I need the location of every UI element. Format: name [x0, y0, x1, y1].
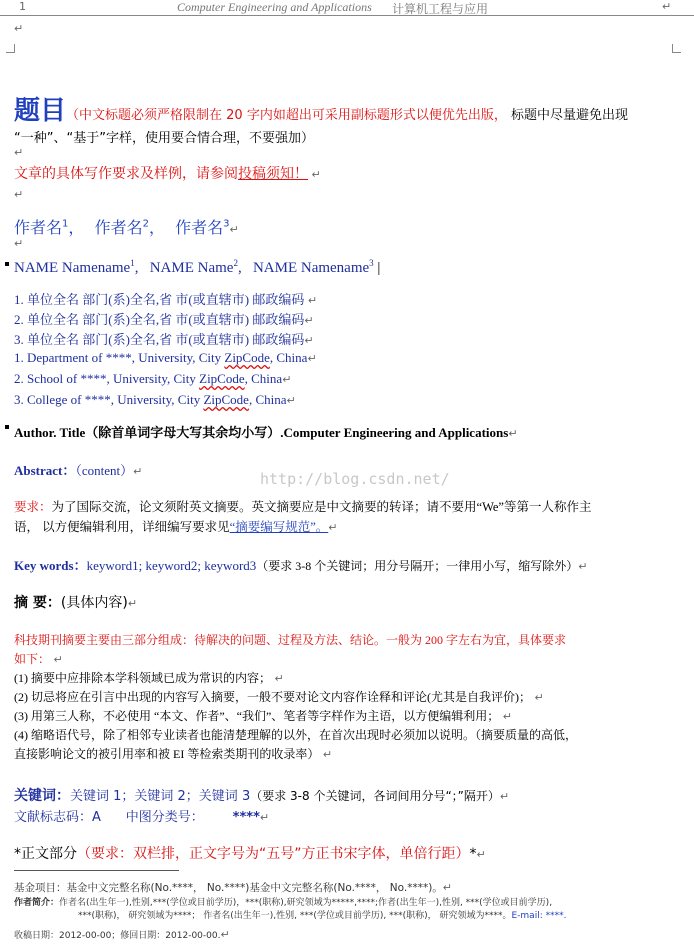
abstract-req-item-1: (1) 摘要中应排除本学科领域已成为常识的内容； ↵: [14, 671, 284, 685]
author-bio: [14, 897, 566, 923]
author-cn-3-sup: 3: [223, 218, 230, 230]
abstract-requirements: [14, 631, 577, 764]
dates-text: 收稿日期：2012-00-00；修回日期：2012-00-00.: [14, 931, 221, 941]
keywords-en-note: （要求 3-8 个关键词；用分号隔开；一律用小写，缩写除外）: [256, 559, 579, 573]
paragraph-mark-icon: ↵: [14, 146, 24, 159]
margin-corner-mark: [672, 44, 681, 53]
page-number: 1: [19, 0, 26, 13]
abstract-req-line1: 科技期刊摘要主要由三部分组成：待解决的问题、过程及方法、结论。一般为 200 字左右为宜，具体要求: [14, 633, 567, 647]
author-en-2-sup: 2: [233, 258, 238, 268]
abstract-cn: 摘 要：(具体内容)↵: [14, 595, 138, 611]
author-cn-1-sup: 1: [62, 218, 69, 230]
zipcode-text: ZipCode: [224, 350, 270, 365]
journal-name-en: Computer Engineering and Applications: [177, 0, 372, 14]
citation-line: Author. Title（除首单词字母大写其余均小写）.Computer Engineering and Applications↵: [14, 425, 518, 440]
clc-value: ****: [232, 810, 260, 825]
citation-pre: Author. Title（除首单词字母大写其余均小写）: [14, 425, 281, 440]
dates-note: 收稿日期：2012-00-00；修回日期：2012-00-00.↵: [14, 928, 230, 941]
doc-code-label: 文献标志码：: [14, 810, 93, 825]
writing-requirement-text: 文章的具体写作要求及样例，请参阅: [14, 166, 238, 182]
affiliations-en: [14, 348, 317, 411]
author-en-1-sup: 1: [130, 258, 135, 268]
abstract-en-value: （content）: [75, 463, 134, 478]
abstract-req-line2: 如下： ↵: [14, 652, 63, 666]
clc-label: 中图分类号：: [125, 810, 204, 825]
body-section-star: *: [469, 846, 477, 862]
keywords-cn-note: （要求 3-8 个关键词，各词间用分号“；”隔开）: [250, 789, 500, 803]
doc-code-value: A: [92, 810, 101, 825]
affiliation-cn-3: 3. 单位全名 部门(系)全名,省 市(或直辖市) 邮政编码↵: [14, 332, 314, 347]
author-cn-2: 作者名: [94, 218, 143, 237]
body-section-note: （要求：双栏排，正文字号为“五号”方正书宋字体，单倍行距）: [77, 846, 470, 862]
requirement-label: 要求：: [14, 499, 52, 514]
header-rule: [0, 15, 694, 16]
keywords-cn-value: 关键词 1；关键词 2；关键词 3: [70, 789, 251, 804]
abstract-req-item-5: 直接影响论文的被引用率和被 EI 等检索类期刊的收录率） ↵: [14, 747, 333, 761]
submission-guide-link[interactable]: 投稿须知！: [238, 166, 308, 182]
abstract-en-label: Abstract：: [14, 463, 76, 478]
fund-note: 基金项目：基金中文完整名称(No.****， No.****)基金中文完整名称(No.****， No.****)。↵: [14, 881, 453, 894]
abstract-req-item-2: (2) 切忌将应在引言中出现的内容写入摘要，一般不要对论文内容作诠释和评论(尤其是自我评价)； ↵: [14, 690, 544, 704]
paragraph-mark-icon: ↵: [14, 22, 24, 35]
blog-watermark: http://blog.csdn.net/: [260, 470, 450, 488]
title-main: 题目: [14, 96, 67, 126]
citation-post: .Computer Engineering and Applications: [280, 425, 509, 440]
zipcode-text: ZipCode: [199, 371, 245, 386]
abstract-cn-label: 摘 要：: [14, 595, 61, 611]
author-en-1: NAME Namename: [14, 260, 131, 276]
keywords-cn-label: 关键词：: [14, 788, 70, 804]
keywords-cn: 关键词：关键词 1；关键词 2；关键词 3（要求 3-8 个关键词，各词间用分号“；”隔开）↵: [14, 788, 510, 804]
body-section-label: *正文部分: [14, 846, 77, 862]
abstract-en: Abstract：（content）↵: [14, 463, 143, 478]
affiliation-cn-2: 2. 单位全名 部门(系)全名,省 市(或直辖市) 邮政编码↵: [14, 312, 314, 327]
writing-requirement: 文章的具体写作要求及样例，请参阅投稿须知！ ↵: [14, 166, 321, 182]
zipcode-text: ZipCode: [203, 392, 249, 407]
keywords-en: Key words：keyword1; keyword2; keyword3（要求 3-8 个关键词；用分号隔开；一律用小写，缩写除外）↵: [14, 558, 588, 573]
affiliation-en-2: 2. School of ****, University, City ZipCode, China↵: [14, 371, 292, 386]
author-en-3-sup: 3: [369, 258, 374, 268]
requirement-line1: 为了国际交流，论文须附英文摘要。英文摘要应是中文摘要的转译；请不要用“We”等第一人称作主: [51, 500, 592, 514]
author-bio-label: 作者简介：: [14, 898, 60, 908]
author-en-2: NAME Name: [149, 260, 234, 276]
paragraph-mark-icon: ↵: [14, 188, 24, 201]
doc-code-line: 文献标志码：A 中图分类号： ****↵: [14, 810, 270, 825]
footnote-separator: [14, 870, 179, 871]
affiliations-cn: [14, 290, 317, 350]
affiliation-en-3: 3. College of ****, University, City ZipCode, China↵: [14, 392, 296, 407]
author-email: E-mail: ****.: [511, 911, 567, 921]
margin-corner-mark: [6, 44, 15, 53]
affiliation-en-1: 1. Department of ****, University, City ZipCode, China↵: [14, 350, 317, 365]
fund-text: 基金项目：基金中文完整名称(No.****， No.****)基金中文完整名称(No.****， No.****)。: [14, 882, 443, 894]
author-en-3: NAME Namename: [252, 260, 370, 276]
paragraph-bullet: [5, 262, 9, 266]
author-bio-line2: ***(职称)， 研究领域为****； 作者名(出生年一),性别, ***(学位或目前学历), ***(职称)， 研究领域为****。: [78, 911, 512, 921]
author-cn-3: 作者名: [175, 218, 224, 237]
affiliation-cn-1: 1. 单位全名 部门(系)全名,省 市(或直辖市) 邮政编码 ↵: [14, 292, 318, 307]
journal-name-cn: 计算机工程与应用: [392, 2, 489, 16]
abstract-guide-link[interactable]: “摘要编写规范”。: [229, 520, 329, 534]
keywords-en-label: Key words：: [14, 558, 87, 573]
abstract-req-item-4: (4) 缩略语代号，除了相邻专业读者也能清楚理解的以外，在首次出现时必须加以说明。（摘要质量的高低，: [14, 728, 577, 742]
requirement-line2: 语， 以方便编辑利用，详细编写要求见: [14, 520, 230, 534]
paragraph-mark-icon: ↵: [662, 0, 672, 13]
paragraph-mark-icon: ↵: [14, 237, 24, 250]
title-note-line2: “一种”、“基于”字样，使用要合情合理，不要强加）: [14, 131, 314, 146]
body-section-line: *正文部分（要求：双栏排，正文字号为“五号”方正书宋字体，单倍行距）*↵: [14, 846, 486, 862]
author-bio-line1: 作者名(出生年一),性别,***(学位或目前学历)，***(职称),研究领域为*****,****;作者(出生年一),性别, ***(学位或目前学历),: [59, 898, 553, 908]
title-note-red: （中文标题必须严格限制在 20 字内如超出可采用副标题形式以便优先出版，: [66, 108, 507, 123]
author-cn-1: 作者名: [14, 218, 63, 237]
title-note-black: 标题中尽量避免出现: [506, 108, 628, 123]
paragraph-bullet: [5, 425, 9, 429]
abstract-req-item-3: (3) 用第三人称，不必使用 “本文、作者”、“我们”、笔者等字样作为主语，以方便编辑利用； ↵: [14, 709, 513, 723]
author-cn-2-sup: 2: [142, 218, 149, 230]
title-block: [14, 90, 628, 127]
authors-cn: 作者名$^1$， 作者名$^2$， 作者名$^3$↵: [14, 218, 239, 237]
requirement-block: 要求：为了国际交流，论文须附英文摘要。英文摘要应是中文摘要的转译；请不要用“We”等第一人称作主 语， 以方便编辑利用，详细编写要求见“摘要编写规范”。↵: [14, 499, 592, 534]
authors-en: NAME Namename$^1$, NAME Name$^2$, NAME Namename$^3$ |: [14, 258, 381, 276]
abstract-cn-value: (具体内容): [60, 595, 128, 611]
keywords-en-value: keyword1; keyword2; keyword3: [86, 558, 257, 573]
